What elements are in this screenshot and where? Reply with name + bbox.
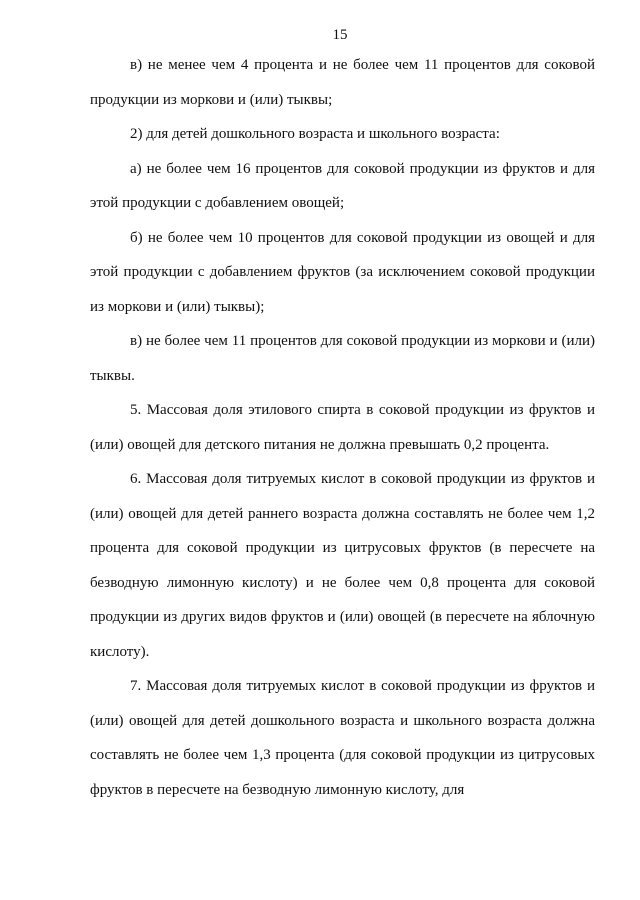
paragraph-item-b-vegetables: б) не более чем 10 процентов для соковой продукции из овощей и для этой продукции с добавлением фруктов (за исключением соковой продукции из моркови и (или) тыквы); bbox=[90, 229, 595, 315]
document-body bbox=[90, 48, 595, 807]
paragraph-item-7-acids-schoolchildren: 7. Массовая доля титруемых кислот в соковой продукции из фруктов и (или) овощей для детей дошкольного возраста и школьного возраста должна составлять не более чем 1,3 процента (для соковой продукции из цитрусовых фруктов в пересчете на безводную лимонную кислоту, для bbox=[90, 678, 595, 798]
paragraph-item-a-fruits: а) не более чем 16 процентов для соковой продукции из фруктов и для этой продукции с добавлением овощей; bbox=[90, 160, 595, 211]
paragraph-item-6-acids-infants: 6. Массовая доля титруемых кислот в соковой продукции из фруктов и (или) овощей для детей раннего возраста должна составлять не более чем 1,2 процента для соковой продукции из цитрусовых фруктов (в пересчете на безводную лимонную кислоту) и не более чем 0,8 процента для соковой продукции из других видов фруктов и (или) овощей (в пересчете на яблочную кислоту). bbox=[90, 471, 595, 660]
paragraph-item-2-preschool: 2) для детей дошкольного возраста и школьного возраста: bbox=[130, 126, 500, 142]
paragraph-item-v-carrot-pumpkin: в) не более чем 11 процентов для соковой продукции из моркови и (или) тыквы. bbox=[90, 333, 595, 384]
paragraph-item-v-carrot: в) не менее чем 4 процента и не более чем 11 процентов для соковой продукции из моркови и (или) тыквы; bbox=[90, 57, 595, 108]
paragraph-item-5-ethanol: 5. Массовая доля этилового спирта в соковой продукции из фруктов и (или) овощей для детского питания не должна превышать 0,2 процента. bbox=[90, 402, 595, 453]
page-number: 15 bbox=[332, 27, 348, 43]
